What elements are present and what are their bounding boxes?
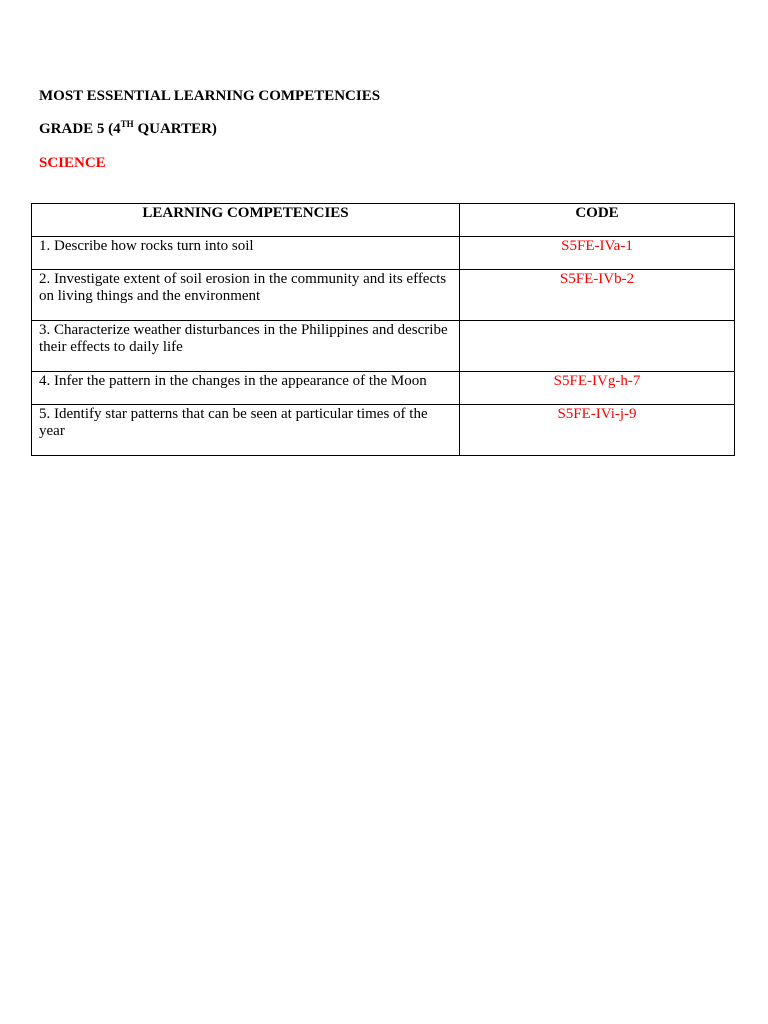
table-row bbox=[32, 405, 735, 456]
competency-cell: 5. Identify star patterns that can be seen at particular times of the year bbox=[32, 405, 460, 456]
document-title: MOST ESSENTIAL LEARNING COMPETENCIES bbox=[39, 88, 381, 104]
competency-cell: 1. Describe how rocks turn into soil bbox=[32, 237, 460, 270]
code-cell: S5FE-IVg-h-7 bbox=[460, 372, 735, 405]
code-cell: S5FE-IVi-j-9 bbox=[460, 405, 735, 456]
table-row bbox=[32, 237, 735, 270]
code-cell: S5FE-IVa-1 bbox=[460, 237, 735, 270]
competency-cell: 4. Infer the pattern in the changes in the appearance of the Moon bbox=[32, 372, 460, 405]
table-row bbox=[32, 372, 735, 405]
code-cell bbox=[460, 321, 735, 372]
code-cell: S5FE-IVb-2 bbox=[460, 270, 735, 321]
grade-heading bbox=[39, 120, 217, 138]
header-learning-competencies: LEARNING COMPETENCIES bbox=[32, 204, 460, 237]
grade-suffix: QUARTER) bbox=[133, 121, 217, 137]
subject-heading: SCIENCE bbox=[39, 155, 106, 171]
header-code: CODE bbox=[460, 204, 735, 237]
table-row bbox=[32, 321, 735, 372]
grade-ordinal-suffix: TH bbox=[120, 119, 134, 129]
grade-prefix: GRADE 5 (4 bbox=[39, 121, 121, 137]
table-row bbox=[32, 270, 735, 321]
competency-cell: 3. Characterize weather disturbances in the Philippines and describe their effects to daily life bbox=[32, 321, 460, 372]
competency-cell: 2. Investigate extent of soil erosion in the community and its effects on living things and the environment bbox=[32, 270, 460, 321]
table-header-row bbox=[32, 204, 735, 237]
competencies-table bbox=[31, 203, 735, 456]
